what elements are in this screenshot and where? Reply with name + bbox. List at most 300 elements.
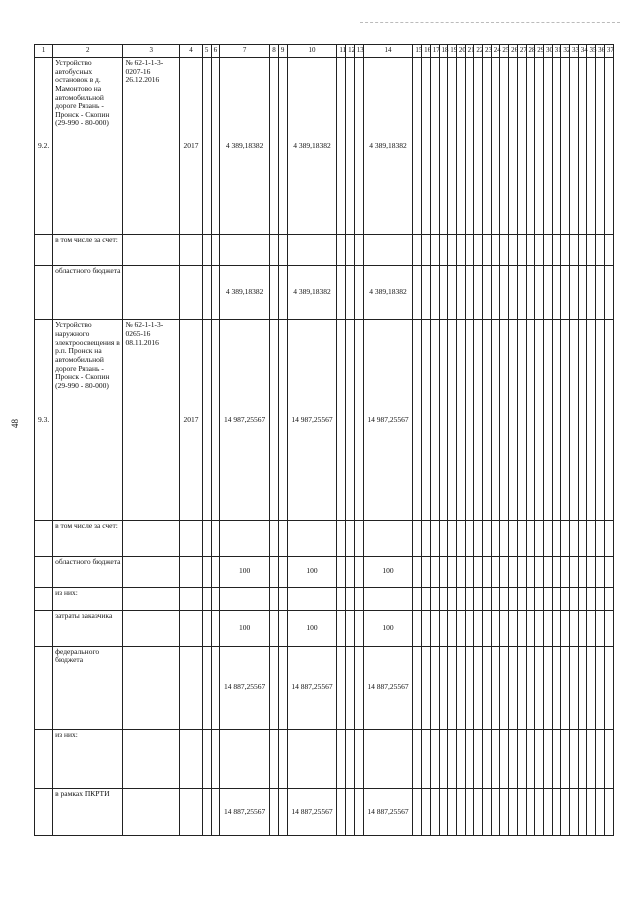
table-cell	[448, 58, 457, 235]
table-cell	[346, 521, 355, 556]
table-cell	[211, 556, 220, 587]
table-cell	[491, 729, 500, 788]
value-cell	[220, 729, 270, 788]
table-cell	[465, 587, 474, 611]
table-cell	[278, 58, 287, 235]
table-cell	[474, 788, 483, 835]
table-cell	[596, 788, 605, 835]
table-cell	[278, 556, 287, 587]
table-cell	[483, 587, 492, 611]
table-cell	[596, 729, 605, 788]
table-cell	[596, 58, 605, 235]
table-cell	[337, 587, 346, 611]
column-header: 2	[53, 45, 123, 58]
table-cell	[474, 729, 483, 788]
table-cell	[270, 729, 279, 788]
table-cell	[587, 788, 596, 835]
table-cell	[587, 729, 596, 788]
table-cell	[517, 320, 526, 521]
table-cell	[561, 521, 570, 556]
table-cell	[570, 788, 579, 835]
table-cell	[448, 788, 457, 835]
table-cell	[439, 235, 448, 266]
table-cell	[474, 320, 483, 521]
table-cell	[535, 729, 544, 788]
table-cell	[604, 320, 613, 521]
table-cell	[491, 521, 500, 556]
table-cell	[570, 729, 579, 788]
table-cell	[422, 587, 431, 611]
column-header: 24	[491, 45, 500, 58]
table-row	[35, 58, 614, 235]
table-cell	[346, 235, 355, 266]
table-cell	[422, 266, 431, 320]
table-cell	[526, 556, 535, 587]
value-cell: 14 987,25567	[287, 320, 337, 521]
table-cell	[270, 556, 279, 587]
table-cell	[535, 320, 544, 521]
table-cell	[535, 788, 544, 835]
value-cell: 100	[220, 611, 270, 646]
table-cell	[543, 587, 552, 611]
table-cell	[578, 266, 587, 320]
table-cell	[439, 611, 448, 646]
table-cell	[430, 788, 439, 835]
row-number-cell	[35, 556, 53, 587]
investment-table-container	[34, 44, 614, 836]
table-cell	[491, 788, 500, 835]
table-cell	[270, 646, 279, 729]
column-header: 14	[363, 45, 413, 58]
table-cell	[561, 611, 570, 646]
table-cell	[500, 320, 509, 521]
table-cell	[578, 611, 587, 646]
table-cell	[543, 320, 552, 521]
table-cell	[535, 235, 544, 266]
column-header: 21	[465, 45, 474, 58]
year-cell	[180, 646, 203, 729]
table-cell	[474, 266, 483, 320]
table-cell	[587, 556, 596, 587]
table-cell	[596, 587, 605, 611]
table-cell	[439, 266, 448, 320]
table-cell	[430, 235, 439, 266]
table-cell	[456, 729, 465, 788]
table-cell	[422, 788, 431, 835]
table-cell	[337, 266, 346, 320]
table-cell	[448, 729, 457, 788]
table-cell	[456, 320, 465, 521]
table-cell	[456, 521, 465, 556]
column-header: 4	[180, 45, 203, 58]
description-cell: в том числе за счет:	[53, 235, 123, 266]
table-cell	[543, 729, 552, 788]
table-cell	[346, 729, 355, 788]
table-cell	[561, 58, 570, 235]
table-cell	[278, 729, 287, 788]
description-cell: Устройство наружного электроосвещения в р.п. Пронск на автомобильной дороге Рязань - Пронск - Скопин (29-990 - 80-000)	[53, 320, 123, 521]
table-cell	[552, 788, 561, 835]
table-cell	[439, 58, 448, 235]
table-cell	[278, 320, 287, 521]
table-cell	[509, 235, 518, 266]
table-row	[35, 266, 614, 320]
table-cell	[596, 556, 605, 587]
table-cell	[474, 556, 483, 587]
column-header: 9	[278, 45, 287, 58]
table-cell	[346, 646, 355, 729]
table-cell	[211, 320, 220, 521]
table-cell	[526, 320, 535, 521]
year-cell	[180, 521, 203, 556]
description-cell: Устройство автобусных остановок в д. Мамонтово на автомобильной дороге Рязань - Пронск - Скопин (29-990 - 80-000)	[53, 58, 123, 235]
row-number-cell	[35, 729, 53, 788]
table-cell	[211, 521, 220, 556]
table-cell	[552, 266, 561, 320]
table-cell	[491, 587, 500, 611]
table-cell	[422, 320, 431, 521]
table-cell	[346, 320, 355, 521]
table-cell	[561, 729, 570, 788]
table-cell	[270, 587, 279, 611]
year-cell	[180, 611, 203, 646]
table-cell	[202, 235, 211, 266]
approval-doc-cell	[123, 521, 180, 556]
table-cell	[465, 646, 474, 729]
table-cell	[413, 788, 422, 835]
table-cell	[517, 611, 526, 646]
table-cell	[413, 587, 422, 611]
table-cell	[448, 556, 457, 587]
column-header: 31	[552, 45, 561, 58]
table-row	[35, 521, 614, 556]
table-cell	[211, 587, 220, 611]
table-cell	[535, 646, 544, 729]
table-cell	[526, 266, 535, 320]
table-cell	[278, 788, 287, 835]
table-cell	[448, 521, 457, 556]
table-cell	[211, 611, 220, 646]
table-cell	[570, 556, 579, 587]
table-cell	[604, 266, 613, 320]
table-cell	[439, 788, 448, 835]
table-cell	[337, 320, 346, 521]
table-cell	[211, 646, 220, 729]
table-cell	[354, 729, 363, 788]
table-cell	[517, 729, 526, 788]
table-cell	[422, 58, 431, 235]
column-header: 7	[220, 45, 270, 58]
table-cell	[456, 235, 465, 266]
table-cell	[337, 729, 346, 788]
table-cell	[500, 266, 509, 320]
table-cell	[535, 266, 544, 320]
table-cell	[483, 235, 492, 266]
table-cell	[278, 587, 287, 611]
table-cell	[270, 58, 279, 235]
table-cell	[354, 320, 363, 521]
table-cell	[517, 266, 526, 320]
table-cell	[448, 611, 457, 646]
table-cell	[354, 521, 363, 556]
table-cell	[587, 235, 596, 266]
table-cell	[448, 587, 457, 611]
table-cell	[465, 235, 474, 266]
table-cell	[202, 320, 211, 521]
approval-doc-cell	[123, 556, 180, 587]
table-cell	[500, 611, 509, 646]
table-cell	[587, 611, 596, 646]
table-cell	[552, 646, 561, 729]
table-cell	[337, 788, 346, 835]
table-cell	[430, 320, 439, 521]
table-cell	[337, 556, 346, 587]
column-header: 3	[123, 45, 180, 58]
table-cell	[509, 646, 518, 729]
table-cell	[270, 788, 279, 835]
table-cell	[439, 646, 448, 729]
table-cell	[456, 58, 465, 235]
table-cell	[337, 58, 346, 235]
table-cell	[202, 556, 211, 587]
table-cell	[578, 320, 587, 521]
table-cell	[483, 729, 492, 788]
table-cell	[570, 320, 579, 521]
table-cell	[491, 611, 500, 646]
table-cell	[211, 58, 220, 235]
value-cell: 100	[287, 611, 337, 646]
column-header: 18	[439, 45, 448, 58]
table-cell	[483, 611, 492, 646]
column-header: 17	[430, 45, 439, 58]
column-header: 32	[561, 45, 570, 58]
table-cell	[422, 646, 431, 729]
table-cell	[604, 788, 613, 835]
value-cell	[287, 521, 337, 556]
table-cell	[337, 646, 346, 729]
table-cell	[535, 587, 544, 611]
table-cell	[354, 587, 363, 611]
description-cell: областного бюджета	[53, 266, 123, 320]
table-cell	[474, 611, 483, 646]
table-cell	[422, 556, 431, 587]
table-cell	[604, 729, 613, 788]
value-cell: 100	[363, 611, 413, 646]
table-cell	[483, 58, 492, 235]
column-header: 8	[270, 45, 279, 58]
table-cell	[561, 235, 570, 266]
year-cell	[180, 788, 203, 835]
table-row	[35, 729, 614, 788]
table-cell	[465, 788, 474, 835]
table-cell	[517, 235, 526, 266]
table-cell	[270, 320, 279, 521]
table-cell	[465, 611, 474, 646]
table-cell	[543, 58, 552, 235]
value-cell: 4 389,18382	[220, 266, 270, 320]
page-number: 48	[10, 419, 20, 428]
table-cell	[346, 266, 355, 320]
table-cell	[526, 235, 535, 266]
table-cell	[337, 611, 346, 646]
table-cell	[552, 587, 561, 611]
table-cell	[543, 266, 552, 320]
table-cell	[491, 235, 500, 266]
table-cell	[491, 556, 500, 587]
table-cell	[587, 646, 596, 729]
table-cell	[500, 235, 509, 266]
value-cell	[363, 587, 413, 611]
column-header: 23	[483, 45, 492, 58]
column-header: 25	[500, 45, 509, 58]
table-cell	[561, 266, 570, 320]
table-cell	[552, 521, 561, 556]
value-cell: 4 389,18382	[287, 266, 337, 320]
table-cell	[430, 58, 439, 235]
value-cell	[287, 587, 337, 611]
table-cell	[456, 611, 465, 646]
value-cell	[220, 235, 270, 266]
row-number-cell	[35, 611, 53, 646]
table-cell	[413, 320, 422, 521]
table-cell	[526, 611, 535, 646]
table-cell	[354, 266, 363, 320]
table-cell	[474, 646, 483, 729]
table-cell	[517, 521, 526, 556]
column-header: 13	[354, 45, 363, 58]
column-number-row	[35, 45, 614, 58]
approval-doc-cell	[123, 587, 180, 611]
row-number-cell: 9.2.	[35, 58, 53, 235]
table-cell	[526, 587, 535, 611]
table-cell	[578, 556, 587, 587]
table-cell	[474, 587, 483, 611]
table-cell	[561, 320, 570, 521]
table-cell	[448, 266, 457, 320]
table-cell	[604, 646, 613, 729]
value-cell: 4 389,18382	[363, 58, 413, 235]
table-cell	[604, 521, 613, 556]
table-cell	[509, 266, 518, 320]
table-cell	[346, 788, 355, 835]
value-cell	[220, 587, 270, 611]
column-header: 15	[413, 45, 422, 58]
table-cell	[422, 235, 431, 266]
table-cell	[578, 58, 587, 235]
table-cell	[456, 587, 465, 611]
table-cell	[570, 266, 579, 320]
table-cell	[474, 521, 483, 556]
column-header: 26	[509, 45, 518, 58]
table-cell	[270, 266, 279, 320]
table-cell	[465, 729, 474, 788]
table-cell	[430, 521, 439, 556]
approval-doc-cell	[123, 788, 180, 835]
table-cell	[587, 587, 596, 611]
column-header: 16	[422, 45, 431, 58]
table-cell	[270, 611, 279, 646]
table-cell	[456, 266, 465, 320]
table-cell	[561, 556, 570, 587]
table-cell	[578, 521, 587, 556]
table-cell	[509, 729, 518, 788]
value-cell: 100	[220, 556, 270, 587]
table-cell	[500, 587, 509, 611]
year-cell	[180, 587, 203, 611]
table-cell	[346, 587, 355, 611]
table-cell	[211, 729, 220, 788]
table-cell	[543, 521, 552, 556]
table-cell	[543, 611, 552, 646]
table-cell	[413, 556, 422, 587]
approval-doc-cell	[123, 729, 180, 788]
description-cell: областного бюджета	[53, 556, 123, 587]
table-cell	[430, 611, 439, 646]
table-cell	[570, 646, 579, 729]
table-cell	[561, 788, 570, 835]
table-cell	[202, 587, 211, 611]
table-cell	[552, 58, 561, 235]
table-cell	[552, 611, 561, 646]
row-number-cell: 9.3.	[35, 320, 53, 521]
table-cell	[552, 235, 561, 266]
column-header: 12	[346, 45, 355, 58]
table-cell	[202, 788, 211, 835]
table-cell	[346, 556, 355, 587]
table-cell	[202, 729, 211, 788]
year-cell	[180, 556, 203, 587]
table-cell	[430, 729, 439, 788]
year-cell	[180, 235, 203, 266]
table-row	[35, 235, 614, 266]
table-cell	[448, 235, 457, 266]
column-header: 33	[570, 45, 579, 58]
table-cell	[483, 266, 492, 320]
table-cell	[509, 521, 518, 556]
row-number-cell	[35, 235, 53, 266]
column-header: 1	[35, 45, 53, 58]
value-cell: 100	[287, 556, 337, 587]
table-cell	[578, 788, 587, 835]
table-cell	[465, 521, 474, 556]
table-cell	[543, 235, 552, 266]
table-cell	[552, 729, 561, 788]
table-cell	[587, 266, 596, 320]
table-cell	[543, 556, 552, 587]
table-row	[35, 556, 614, 587]
table-cell	[456, 788, 465, 835]
column-header: 37	[604, 45, 613, 58]
table-cell	[354, 646, 363, 729]
value-cell: 4 389,18382	[287, 58, 337, 235]
table-cell	[509, 320, 518, 521]
table-cell	[430, 556, 439, 587]
table-cell	[587, 521, 596, 556]
table-cell	[354, 58, 363, 235]
table-cell	[517, 556, 526, 587]
table-cell	[413, 646, 422, 729]
table-cell	[439, 521, 448, 556]
table-cell	[278, 521, 287, 556]
table-cell	[587, 58, 596, 235]
table-cell	[278, 235, 287, 266]
table-cell	[604, 235, 613, 266]
row-number-cell	[35, 587, 53, 611]
year-cell	[180, 729, 203, 788]
value-cell: 14 887,25567	[220, 788, 270, 835]
column-header: 22	[474, 45, 483, 58]
table-cell	[535, 611, 544, 646]
